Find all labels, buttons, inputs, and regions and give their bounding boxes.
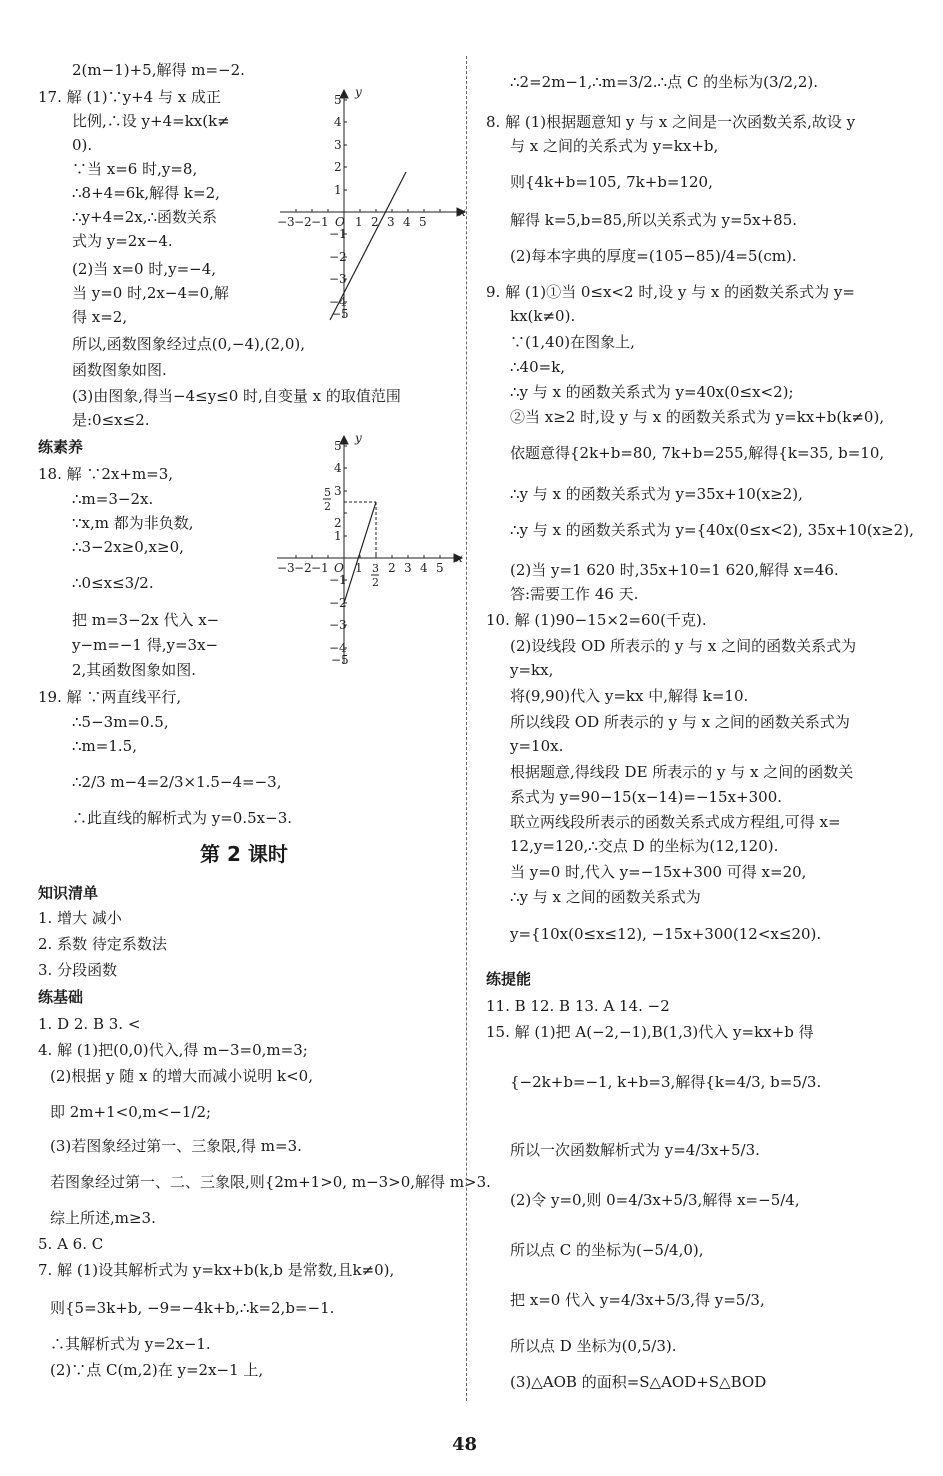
svg-text:5: 5 xyxy=(419,215,427,229)
svg-text:−5: −5 xyxy=(331,307,349,321)
svg-text:1: 1 xyxy=(355,561,363,575)
svg-text:−4: −4 xyxy=(329,641,347,655)
svg-text:5: 5 xyxy=(324,486,331,499)
left-text-line: ∵x,m 都为非负数, xyxy=(72,514,194,532)
lesson-title: 第 2 课时 xyxy=(200,842,288,866)
right-text-line: ②当 x≥2 时,设 y 与 x 的函数关系式为 y=kx+b(k≠0), xyxy=(510,408,885,426)
svg-text:2: 2 xyxy=(334,160,342,174)
right-text-line: 11. B 12. B 13. A 14. −2 xyxy=(486,997,670,1015)
graph-q18 xyxy=(272,432,467,668)
right-text-line: y=10x. xyxy=(510,737,564,755)
left-text-line: 17. 解 (1)∵y+4 与 x 成正 xyxy=(38,88,221,106)
right-text-line: 解得 k=5,b=85,所以关系式为 y=5x+85. xyxy=(510,211,798,229)
left-text-line: 比例,∴设 y+4=kx(k≠ xyxy=(72,112,230,130)
right-text-line: (2)当 y=1 620 时,35x+10=1 620,解得 x=46. xyxy=(510,561,839,579)
svg-text:−4: −4 xyxy=(329,295,347,309)
svg-text:2: 2 xyxy=(372,576,379,589)
svg-text:−2: −2 xyxy=(294,215,312,229)
svg-text:x: x xyxy=(459,205,466,219)
section-heading: 练基础 xyxy=(38,988,84,1006)
left-text-line: 即 2m+1<0,m<−1/2; xyxy=(50,1103,212,1121)
right-text-line: ∴y 与 x 之间的函数关系式为 xyxy=(510,888,701,906)
svg-text:−3: −3 xyxy=(277,215,295,229)
right-text-line: (3)△AOB 的面积=S△AOD+S△BOD xyxy=(510,1373,767,1391)
left-text-line: 把 m=3−2x 代入 x− xyxy=(72,611,220,629)
left-text-line: (3)由图象,得当−4≤y≤0 时,自变量 x 的取值范围 xyxy=(72,387,401,405)
right-text-line: 系式为 y=90−15(x−14)=−15x+300. xyxy=(510,788,783,806)
right-text-line: 8. 解 (1)根据题意知 y 与 x 之间是一次函数关系,故设 y xyxy=(486,113,856,131)
left-text-line: ∴3−2x≥0,x≥0, xyxy=(72,538,184,556)
page-number: 48 xyxy=(452,1434,478,1455)
svg-text:−1: −1 xyxy=(329,227,347,241)
right-text-line: 联立两线段所表示的函数关系式成方程组,可得 x= xyxy=(510,813,841,831)
left-text-line: 5. A 6. C xyxy=(38,1235,104,1253)
svg-text:1: 1 xyxy=(355,215,363,229)
left-text-line: ∵当 x=6 时,y=8, xyxy=(72,160,198,178)
left-text-line: 4. 解 (1)把(0,0)代入,得 m−3=0,m=3; xyxy=(38,1041,308,1059)
svg-text:3: 3 xyxy=(387,215,395,229)
right-text-line: 所以线段 OD 所表示的 y 与 x 之间的函数关系式为 xyxy=(510,713,850,731)
left-text-line: (2)当 x=0 时,y=−4, xyxy=(72,260,217,278)
left-text-line: 则{5=3k+b, −9=−4k+b,∴k=2,b=−1. xyxy=(50,1299,335,1317)
left-text-line: 7. 解 (1)设其解析式为 y=kx+b(k,b 是常数,且k≠0), xyxy=(38,1261,395,1279)
right-text-line: ∴y 与 x 的函数关系式为 y=40x(0≤x<2); xyxy=(510,383,794,401)
graph-q17 xyxy=(275,86,470,322)
right-text-line: kx(k≠0). xyxy=(510,307,576,325)
right-text-line: (2)每本字典的厚度=(105−85)/4=5(cm). xyxy=(510,247,797,265)
svg-text:−3: −3 xyxy=(329,618,347,632)
section-heading: 练提能 xyxy=(486,970,532,988)
svg-text:5: 5 xyxy=(436,561,444,575)
svg-text:4: 4 xyxy=(334,115,342,129)
svg-text:4: 4 xyxy=(334,461,342,475)
left-text-line: 当 y=0 时,2x−4=0,解 xyxy=(72,284,229,302)
right-text-line: 当 y=0 时,代入 y=−15x+300 可得 x=20, xyxy=(510,863,807,881)
right-text-line: 与 x 之间的关系式为 y=kx+b, xyxy=(510,137,719,155)
svg-text:1: 1 xyxy=(334,183,342,197)
svg-text:3: 3 xyxy=(334,484,342,498)
left-text-line: ∴y+4=2x,∴函数关系 xyxy=(72,208,218,226)
svg-text:−1: −1 xyxy=(311,215,329,229)
svg-text:5: 5 xyxy=(334,439,342,453)
left-text-line: 19. 解 ∵两直线平行, xyxy=(38,688,182,706)
svg-text:−2: −2 xyxy=(294,561,312,575)
svg-text:5: 5 xyxy=(334,93,342,107)
right-text-line: {−2k+b=−1, k+b=3,解得{k=4/3, b=5/3. xyxy=(510,1073,822,1091)
right-text-line: 10. 解 (1)90−15×2=60(千克). xyxy=(486,611,707,629)
left-text-line: ∴2/3 m−4=2/3×1.5−4=−3, xyxy=(72,773,282,791)
left-text-line: ∴8+4=6k,解得 k=2, xyxy=(72,184,220,202)
svg-text:−2: −2 xyxy=(329,596,347,610)
svg-text:−5: −5 xyxy=(331,653,349,667)
svg-text:y: y xyxy=(355,432,362,445)
right-text-line: 则{4k+b=105, 7k+b=120, xyxy=(510,173,713,191)
svg-text:y: y xyxy=(355,86,362,99)
right-text-line: y=kx, xyxy=(510,661,554,679)
left-text-line: ∴5−3m=0.5, xyxy=(72,713,169,731)
svg-text:4: 4 xyxy=(420,561,428,575)
left-text-line: 所以,函数图象经过点(0,−4),(2,0), xyxy=(72,335,305,353)
right-text-line: 所以点 C 的坐标为(−5/4,0), xyxy=(510,1241,704,1259)
left-text-line: (3)若图象经过第一、三象限,得 m=3. xyxy=(50,1137,302,1155)
svg-text:O: O xyxy=(334,561,344,575)
left-text-line: 2(m−1)+5,解得 m=−2. xyxy=(72,61,245,79)
right-text-line: 9. 解 (1)①当 0≤x<2 时,设 y 与 x 的函数关系式为 y= xyxy=(486,283,855,301)
left-text-line: 2. 系数 待定系数法 xyxy=(38,935,167,953)
left-text-line: y−m=−1 得,y=3x− xyxy=(72,636,219,654)
svg-text:3: 3 xyxy=(372,562,379,575)
right-text-line: 12,y=120,∴交点 D 的坐标为(12,120). xyxy=(510,837,779,855)
left-text-line: (2)根据 y 随 x 的增大而减小说明 k<0, xyxy=(50,1067,313,1085)
right-text-line: 把 x=0 代入 y=4/3x+5/3,得 y=5/3, xyxy=(510,1291,765,1309)
right-text-line: ∵(1,40)在图象上, xyxy=(510,333,635,351)
svg-text:−3: −3 xyxy=(277,561,295,575)
section-heading: 练素养 xyxy=(38,438,84,456)
left-text-line: 1. 增大 减小 xyxy=(38,909,122,927)
left-text-line: 是:0≤x≤2. xyxy=(72,411,150,429)
left-text-line: 0). xyxy=(72,136,93,154)
svg-text:−3: −3 xyxy=(329,272,347,286)
right-text-line: (2)令 y=0,则 0=4/3x+5/3,解得 x=−5/4, xyxy=(510,1191,800,1209)
svg-text:−1: −1 xyxy=(311,561,329,575)
right-text-line: y={10x(0≤x≤12), −15x+300(12<x≤20). xyxy=(510,925,822,943)
left-text-line: ∴0≤x≤3/2. xyxy=(72,574,154,592)
svg-text:−2: −2 xyxy=(329,250,347,264)
left-text-line: 综上所述,m≥3. xyxy=(50,1209,156,1227)
right-text-line: 根据题意,得线段 DE 所表示的 y 与 x 之间的函数关 xyxy=(510,763,854,781)
right-text-line: ∴2=2m−1,∴m=3/2.∴点 C 的坐标为(3/2,2). xyxy=(510,73,819,91)
svg-text:2: 2 xyxy=(324,500,331,513)
svg-text:2: 2 xyxy=(334,516,342,530)
section-heading: 知识清单 xyxy=(38,884,99,902)
left-text-line: ∴m=1.5, xyxy=(72,737,137,755)
left-text-line: 得 x=2, xyxy=(72,308,128,326)
right-text-line: 将(9,90)代入 y=kx 中,解得 k=10. xyxy=(510,687,749,705)
right-text-line: (2)设线段 OD 所表示的 y 与 x 之间的函数关系式为 xyxy=(510,637,857,655)
left-text-line: 1. D 2. B 3. < xyxy=(38,1015,141,1033)
svg-text:3: 3 xyxy=(404,561,412,575)
left-text-line: ∴此直线的解析式为 y=0.5x−3. xyxy=(72,809,293,827)
left-text-line: 18. 解 ∵2x+m=3, xyxy=(38,465,174,483)
svg-text:O: O xyxy=(335,215,345,229)
left-text-line: 3. 分段函数 xyxy=(38,961,118,979)
left-text-line: (2)∵点 C(m,2)在 y=2x−1 上, xyxy=(50,1361,264,1379)
left-text-line: 2,其函数图象如图. xyxy=(72,661,197,679)
svg-text:2: 2 xyxy=(371,215,379,229)
svg-text:3: 3 xyxy=(334,138,342,152)
right-text-line: 答:需要工作 46 天. xyxy=(510,585,639,603)
svg-text:−1: −1 xyxy=(329,573,347,587)
right-text-line: ∴40=k, xyxy=(510,358,566,376)
svg-text:x: x xyxy=(456,551,463,565)
left-text-line: 式为 y=2x−4. xyxy=(72,232,173,250)
left-text-line: 若图象经过第一、二、三象限,则{2m+1>0, m−3>0,解得 m>3. xyxy=(50,1173,491,1191)
right-text-line: 15. 解 (1)把 A(−2,−1),B(1,3)代入 y=kx+b 得 xyxy=(486,1023,814,1041)
svg-text:2: 2 xyxy=(388,561,396,575)
left-text-line: 函数图象如图. xyxy=(72,361,167,379)
left-text-line: ∴m=3−2x. xyxy=(72,490,154,508)
svg-text:4: 4 xyxy=(403,215,411,229)
svg-text:1: 1 xyxy=(334,529,342,543)
left-text-line: ∴其解析式为 y=2x−1. xyxy=(50,1335,211,1353)
right-text-line: 所以点 D 坐标为(0,5/3). xyxy=(510,1337,677,1355)
right-text-line: ∴y 与 x 的函数关系式为 y=35x+10(x≥2), xyxy=(510,485,803,503)
right-text-line: 所以一次函数解析式为 y=4/3x+5/3. xyxy=(510,1141,760,1159)
right-text-line: ∴y 与 x 的函数关系式为 y={40x(0≤x<2), 35x+10(x≥2), xyxy=(510,521,914,539)
right-text-line: 依题意得{2k+b=80, 7k+b=255,解得{k=35, b=10, xyxy=(510,444,885,462)
